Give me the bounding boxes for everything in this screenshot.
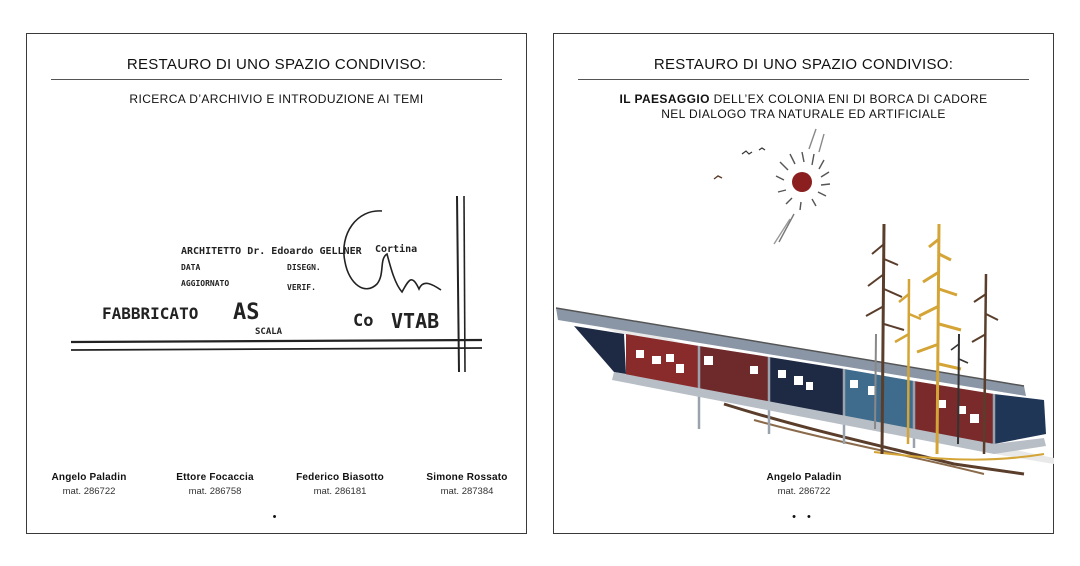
- author-entry: [285, 472, 395, 497]
- bird-icon: [742, 151, 752, 154]
- author-entry: [34, 472, 144, 497]
- stamp-vtab: VTAB: [391, 309, 440, 333]
- panel-title: RESTAURO DI UNO SPAZIO CONDIVISO:: [653, 56, 954, 73]
- stamp-verif-label: VERIF.: [287, 283, 316, 292]
- author-name: Angelo Paladin: [766, 472, 842, 483]
- panel-landscape: [553, 33, 1054, 534]
- stamp-lines-graphic: [27, 34, 528, 535]
- stamp-scala-label: SCALA: [255, 327, 283, 337]
- author-name: Simone Rossato: [426, 472, 508, 483]
- author-entry: [749, 472, 859, 497]
- stamp-fabbricato: FABBRICATO: [102, 304, 199, 323]
- author-entry: [160, 472, 270, 497]
- landscape-illustration: [554, 34, 1055, 535]
- bird-icon: [714, 176, 722, 179]
- author-name: Ettore Focaccia: [176, 472, 254, 483]
- author-name: Federico Biasotto: [296, 472, 384, 483]
- title-block-stamp: [27, 34, 528, 535]
- panel-title: RESTAURO DI UNO SPAZIO CONDIVISO:: [126, 56, 427, 73]
- panel-archival-research: [26, 33, 527, 534]
- sun-icon: [792, 172, 812, 192]
- stamp-city: Cortina: [375, 244, 418, 255]
- stamp-architect: ARCHITETTO Dr. Edoardo GELLNER: [181, 246, 362, 257]
- author-matricola: mat. 286722: [777, 486, 831, 497]
- author-matricola: mat. 286758: [188, 486, 242, 497]
- stamp-aggiornato-label: AGGIORNATO: [181, 279, 230, 288]
- author-matricola: mat. 286722: [62, 486, 116, 497]
- page-indicator: • •: [792, 511, 815, 523]
- subtitle-bold: IL PAESAGGIO: [619, 92, 710, 106]
- panel-subtitle: RICERCA D’ARCHIVIO E INTRODUZIONE AI TEMI: [129, 92, 424, 106]
- stamp-co: Co: [353, 311, 374, 331]
- stamp-code: AS: [233, 300, 260, 325]
- subtitle-rest: DELL’EX COLONIA ENI DI BORCA DI CADORE: [709, 92, 988, 106]
- author-matricola: mat. 287384: [440, 486, 494, 497]
- stamp-data-label: DATA: [181, 263, 201, 272]
- author-name: Angelo Paladin: [51, 472, 127, 483]
- subtitle-line2: NEL DIALOGO TRA NATURALE ED ARTIFICIALE: [661, 107, 946, 121]
- author-matricola: mat. 286181: [313, 486, 367, 497]
- stamp-disegn-label: DISEGN.: [287, 263, 321, 272]
- bird-icon: [759, 148, 765, 150]
- author-entry: [412, 472, 522, 497]
- page-indicator: •: [272, 511, 281, 523]
